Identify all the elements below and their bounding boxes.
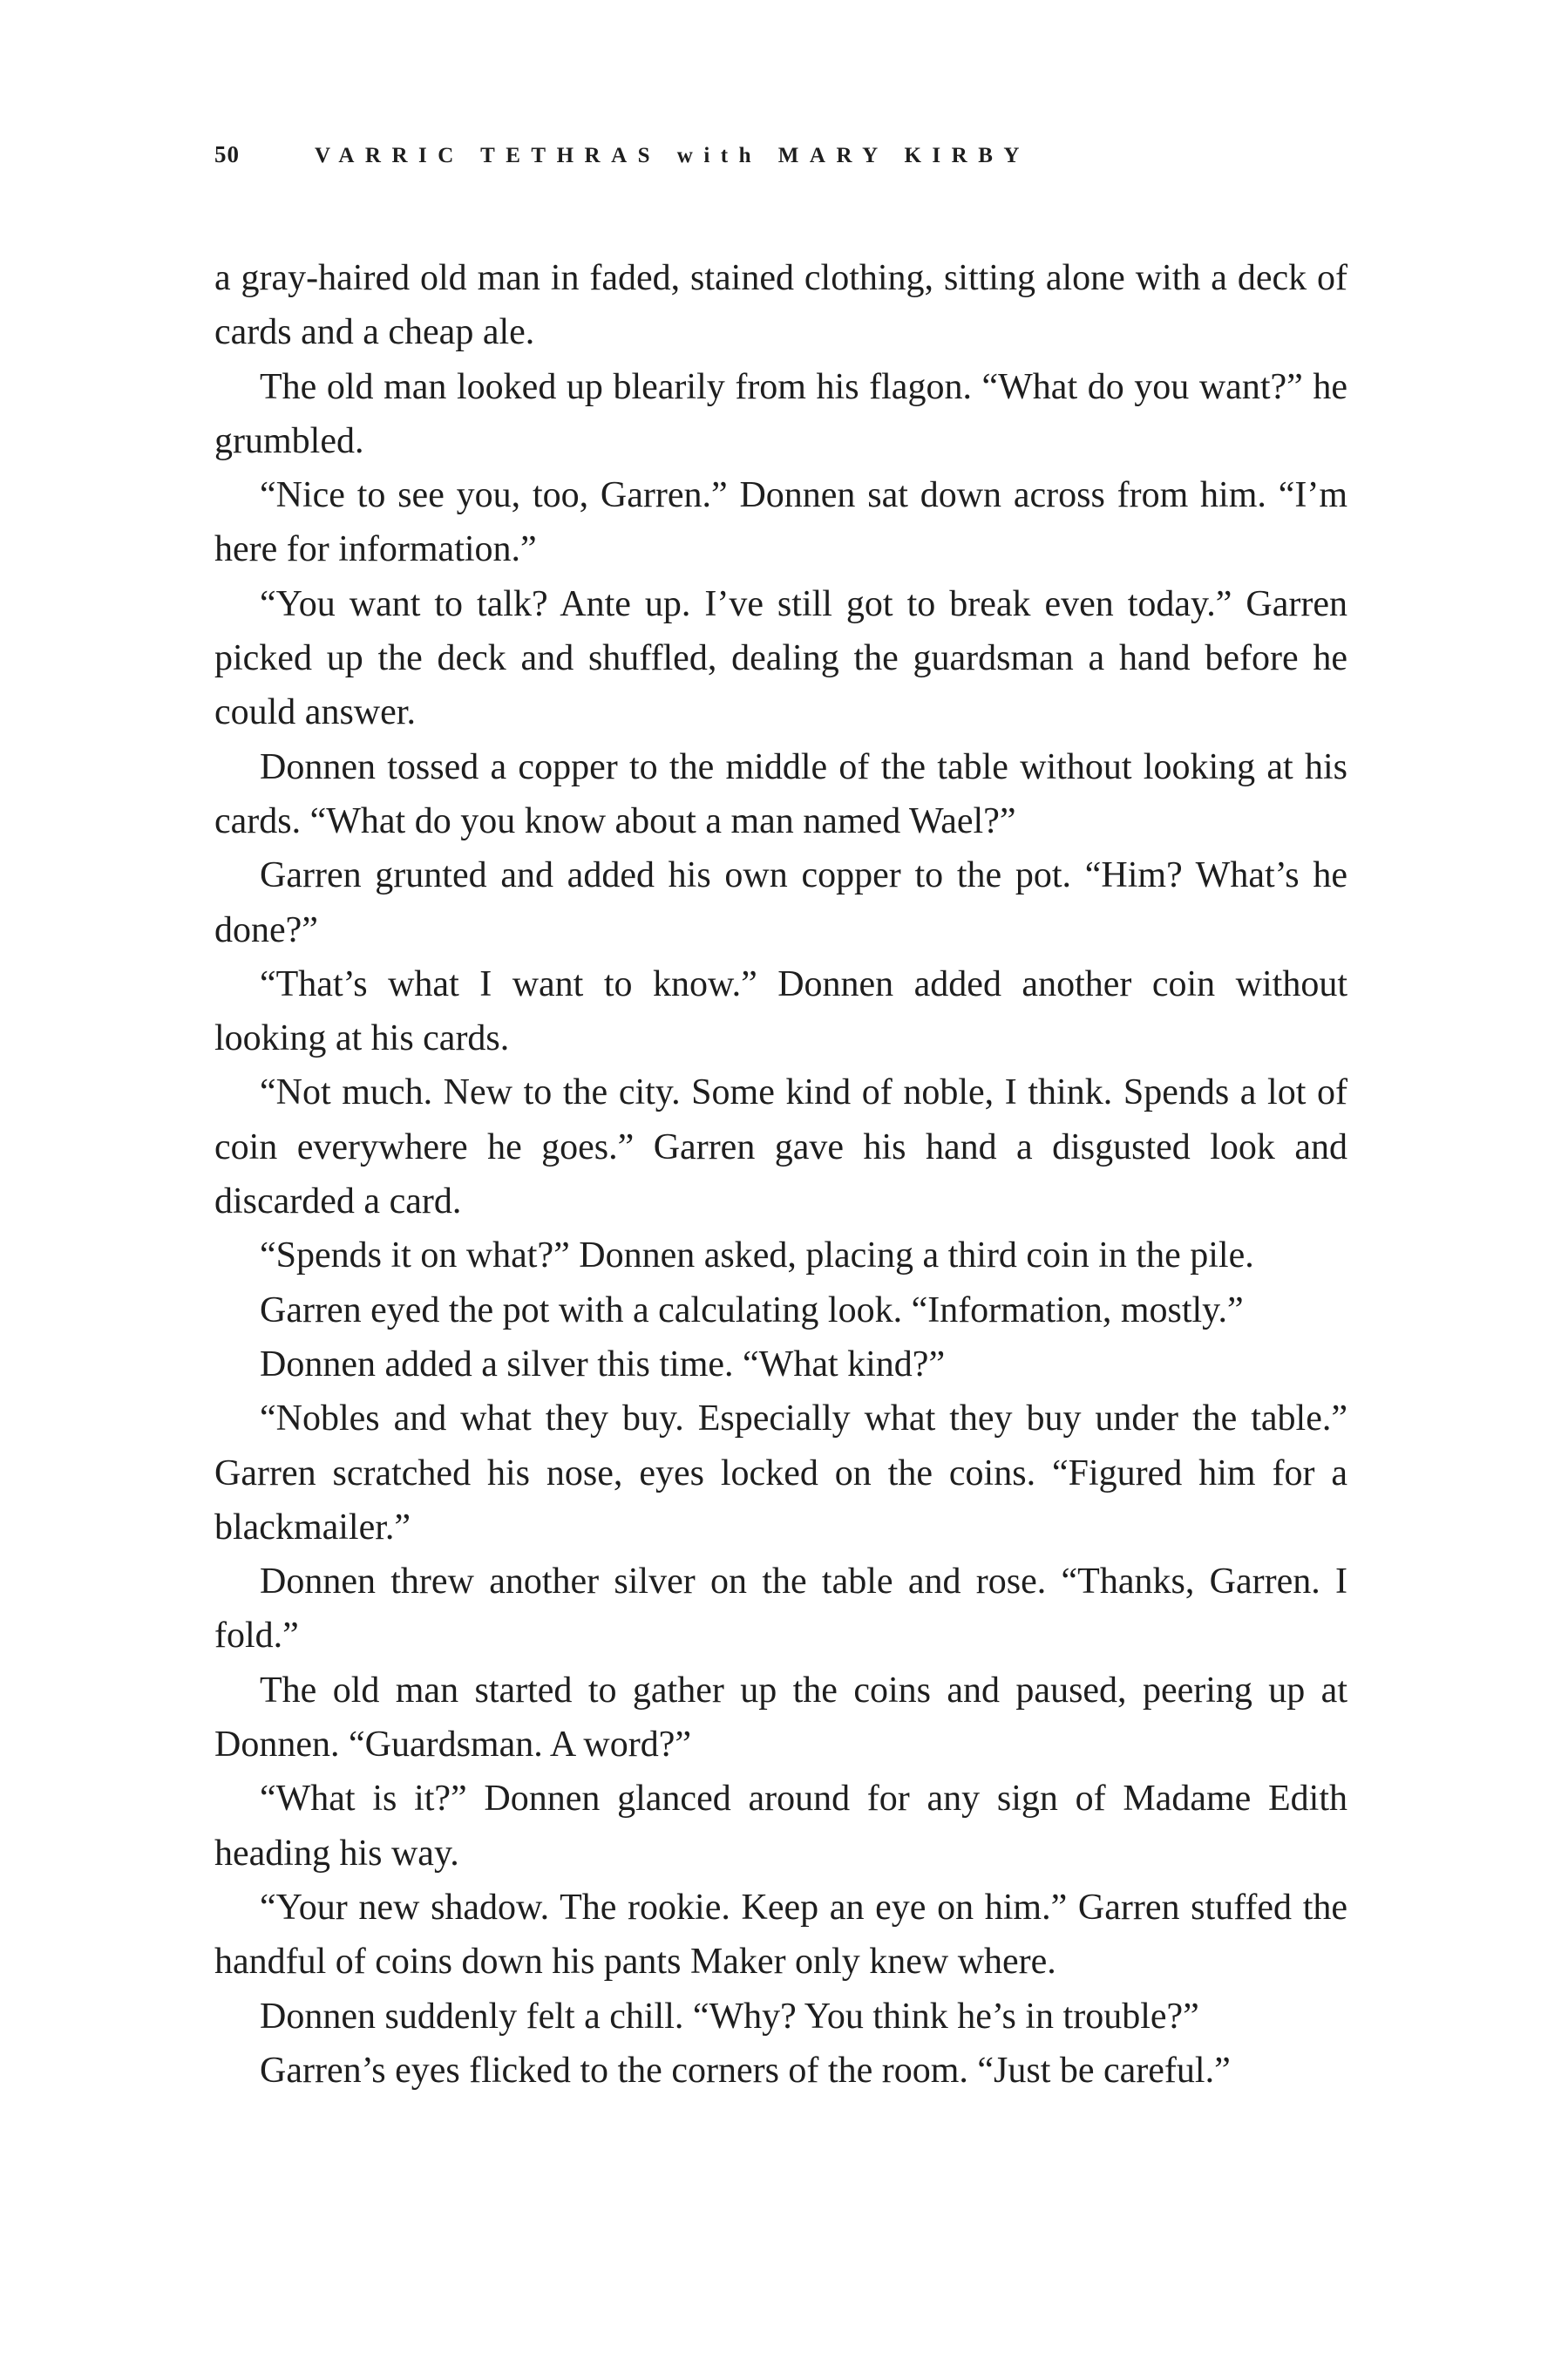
paragraph: “Not much. New to the city. Some kind of noble, I think. Spends a lot of coin everywhere he goes.” Garren gave his hand a disgusted look and discarded a card. <box>214 1072 1347 1222</box>
paragraph: “You want to talk? Ante up. I’ve still got to break even today.” Garren picked up the deck and shuffled, dealing the guardsman a hand before he could answer. <box>214 583 1347 733</box>
paragraph: The old man started to gather up the coins and paused, peering up at Donnen. “Guardsman. A word?” <box>214 1670 1347 1766</box>
body-text <box>214 251 1347 2098</box>
running-head <box>214 141 1030 176</box>
paragraph: Donnen suddenly felt a chill. “Why? You think he’s in trouble?” <box>260 1996 1199 2037</box>
paragraph: “Nobles and what they buy. Especially what they buy under the table.” Garren scratched his nose, eyes locked on the coins. “Figured him for a blackmailer.” <box>214 1398 1347 1548</box>
paragraph: Donnen threw another silver on the table and rose. “Thanks, Garren. I fold.” <box>214 1561 1347 1657</box>
paragraph: “What is it?” Donnen glanced around for any sign of Madame Edith heading his way. <box>214 1779 1347 1874</box>
page-number: 50 <box>214 141 240 167</box>
paragraph: “Spends it on what?” Donnen asked, placing a third coin in the pile. <box>260 1235 1254 1276</box>
paragraph: Garren’s eyes flicked to the corners of the room. “Just be careful.” <box>260 2050 1231 2091</box>
paragraph: a gray-haired old man in faded, stained clothing, sitting alone with a deck of cards and a cheap ale. <box>214 258 1347 353</box>
paragraph: Donnen tossed a copper to the middle of the table without looking at his cards. “What do you know about a man named Wael?” <box>214 746 1347 841</box>
paragraph: Donnen added a silver this time. “What kind?” <box>260 1344 946 1385</box>
paragraph: Garren eyed the pot with a calculating look. “Information, mostly.” <box>260 1289 1244 1330</box>
paragraph: “Your new shadow. The rookie. Keep an eye on him.” Garren stuffed the handful of coins down his pants Maker only knew where. <box>214 1887 1347 1983</box>
running-title: VARRIC TETHRAS with MARY KIRBY <box>315 144 1030 167</box>
paragraph: “That’s what I want to know.” Donnen added another coin without looking at his cards. <box>214 963 1347 1059</box>
paragraph: The old man looked up blearily from his flagon. “What do you want?” he grumbled. <box>214 366 1347 461</box>
paragraph: Garren grunted and added his own copper to the pot. “Him? What’s he done?” <box>214 855 1347 950</box>
paragraph: “Nice to see you, too, Garren.” Donnen sat down across from him. “I’m here for information.” <box>214 475 1347 570</box>
